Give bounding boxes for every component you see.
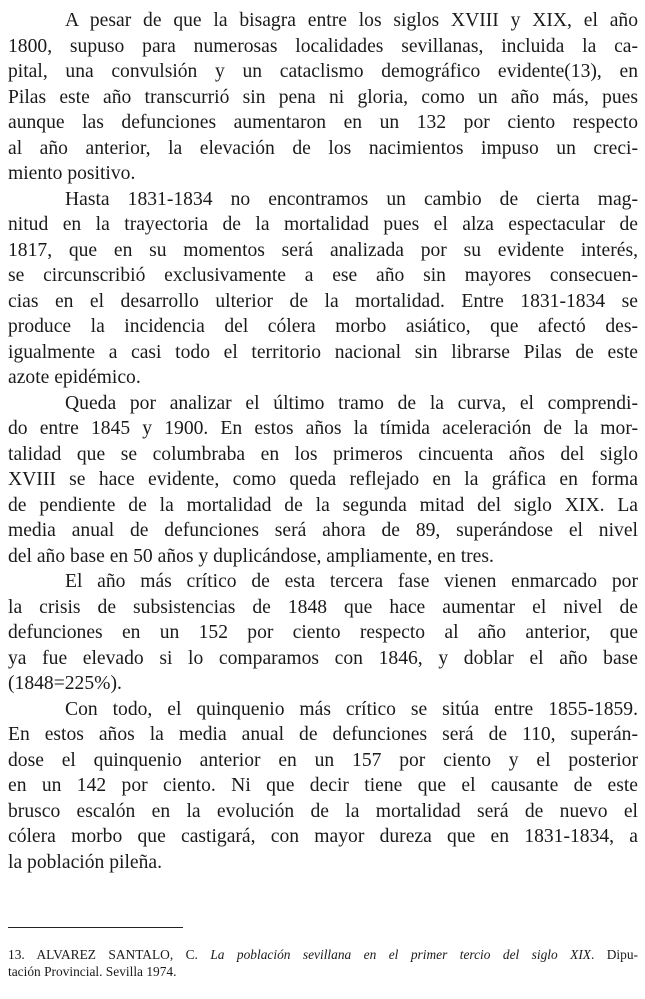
text-line: azote epidémico. [8, 367, 141, 388]
text-line: en un 142 por ciento. Ni que decir tiene que el causante de este [8, 775, 638, 796]
text-line: talidad que se columbraba en los primeros cincuenta años del siglo [8, 443, 638, 465]
footnote-13 [8, 946, 638, 980]
text-line: del año base en 50 años y duplicándose, ampliamente, en tres. [8, 545, 494, 567]
text-line: El año más crítico de esta tercera fase vienen enmarcado por [65, 571, 638, 592]
text-line: aunque las defunciones aumentaron en un 132 por ciento respecto [8, 112, 638, 133]
document-page [8, 8, 638, 875]
text-line: 1800, supuso para numerosas localidades sevillanas, incluida la ca- [8, 35, 638, 57]
text-line: XVIII se hace evidente, como queda reflejado en la gráfica en forma [8, 469, 638, 490]
text-line: dose el quinquenio anterior en un 157 por ciento y el posterior [8, 749, 638, 771]
text-line: A pesar de que la bisagra entre los siglos XVIII y XIX, el año [65, 10, 638, 31]
paragraph-5 [8, 697, 638, 876]
body-text [8, 8, 638, 875]
text-line: (1848=225%). [8, 673, 122, 694]
text-line: ya fue elevado si lo comparamos con 1846, y doblar el año base [8, 647, 638, 669]
text-line: Pilas este año transcurrió sin pena ni gloria, como un año más, pues [8, 86, 638, 108]
text-line: En estos años la media anual de defunciones será de 110, superán- [8, 724, 638, 745]
text-line: se circunscribió exclusivamente a ese año sin mayores consecuen- [8, 265, 638, 286]
text-line: 1817, que en su momentos será analizada por su evidente interés, [8, 239, 638, 261]
footnote-line-1 [8, 946, 638, 963]
paragraph-4 [8, 569, 638, 697]
text-line: Con todo, el quinquenio más crítico se sitúa entre 1855-1859. [65, 698, 638, 720]
text-line: do entre 1845 y 1900. En estos años la tímida aceleración de la mor- [8, 418, 638, 439]
text-line: brusco escalón en la evolución de la mortalidad será de nuevo el [8, 800, 638, 822]
paragraph-2 [8, 187, 638, 391]
text-line: produce la incidencia del cólera morbo asiático, que afectó des- [8, 316, 638, 337]
text-line: defunciones en un 152 por ciento respecto al año anterior, que [8, 622, 638, 643]
text-line: cólera morbo que castigará, con mayor dureza que en 1831-1834, a [8, 826, 638, 847]
text-line: cias en el desarrollo ulterior de la mortalidad. Entre 1831-1834 se [8, 290, 638, 312]
footnote-title: La población sevillana en el primer tercio del siglo XIX [210, 947, 591, 962]
text-line: media anual de defunciones será ahora de 89, superándose el nivel [8, 520, 638, 541]
text-line: igualmente a casi todo el territorio nacional sin librarse Pilas de este [8, 341, 638, 363]
text-line: miento positivo. [8, 163, 136, 184]
text-line: al año anterior, la elevación de los nacimientos impuso un creci- [8, 137, 638, 159]
text-line: nitud en la trayectoria de la mortalidad pues el alza espectacular de [8, 214, 638, 235]
footnote-line-2: tación Provincial. Sevilla 1974. [8, 964, 177, 979]
paragraph-1 [8, 8, 638, 187]
paragraph-3 [8, 391, 638, 570]
footnote-number: 13. [8, 947, 25, 962]
text-line: Hasta 1831-1834 no encontramos un cambio de cierta mag- [65, 188, 638, 210]
text-line: Queda por analizar el último tramo de la curva, el comprendi- [65, 392, 638, 414]
text-line: la población pileña. [8, 851, 162, 873]
text-line: pital, una convulsión y un cataclismo demográfico evidente(13), en [8, 61, 638, 82]
footnote-after-title: . Dipu- [590, 947, 639, 962]
footnote-separator [8, 927, 183, 928]
footnote-author: ALVAREZ SANTALO, C. [36, 947, 198, 962]
text-line: de pendiente de la mortalidad de la segunda mitad del siglo XIX. La [8, 494, 638, 516]
text-line: la crisis de subsistencias de 1848 que hace aumentar el nivel de [8, 596, 638, 618]
